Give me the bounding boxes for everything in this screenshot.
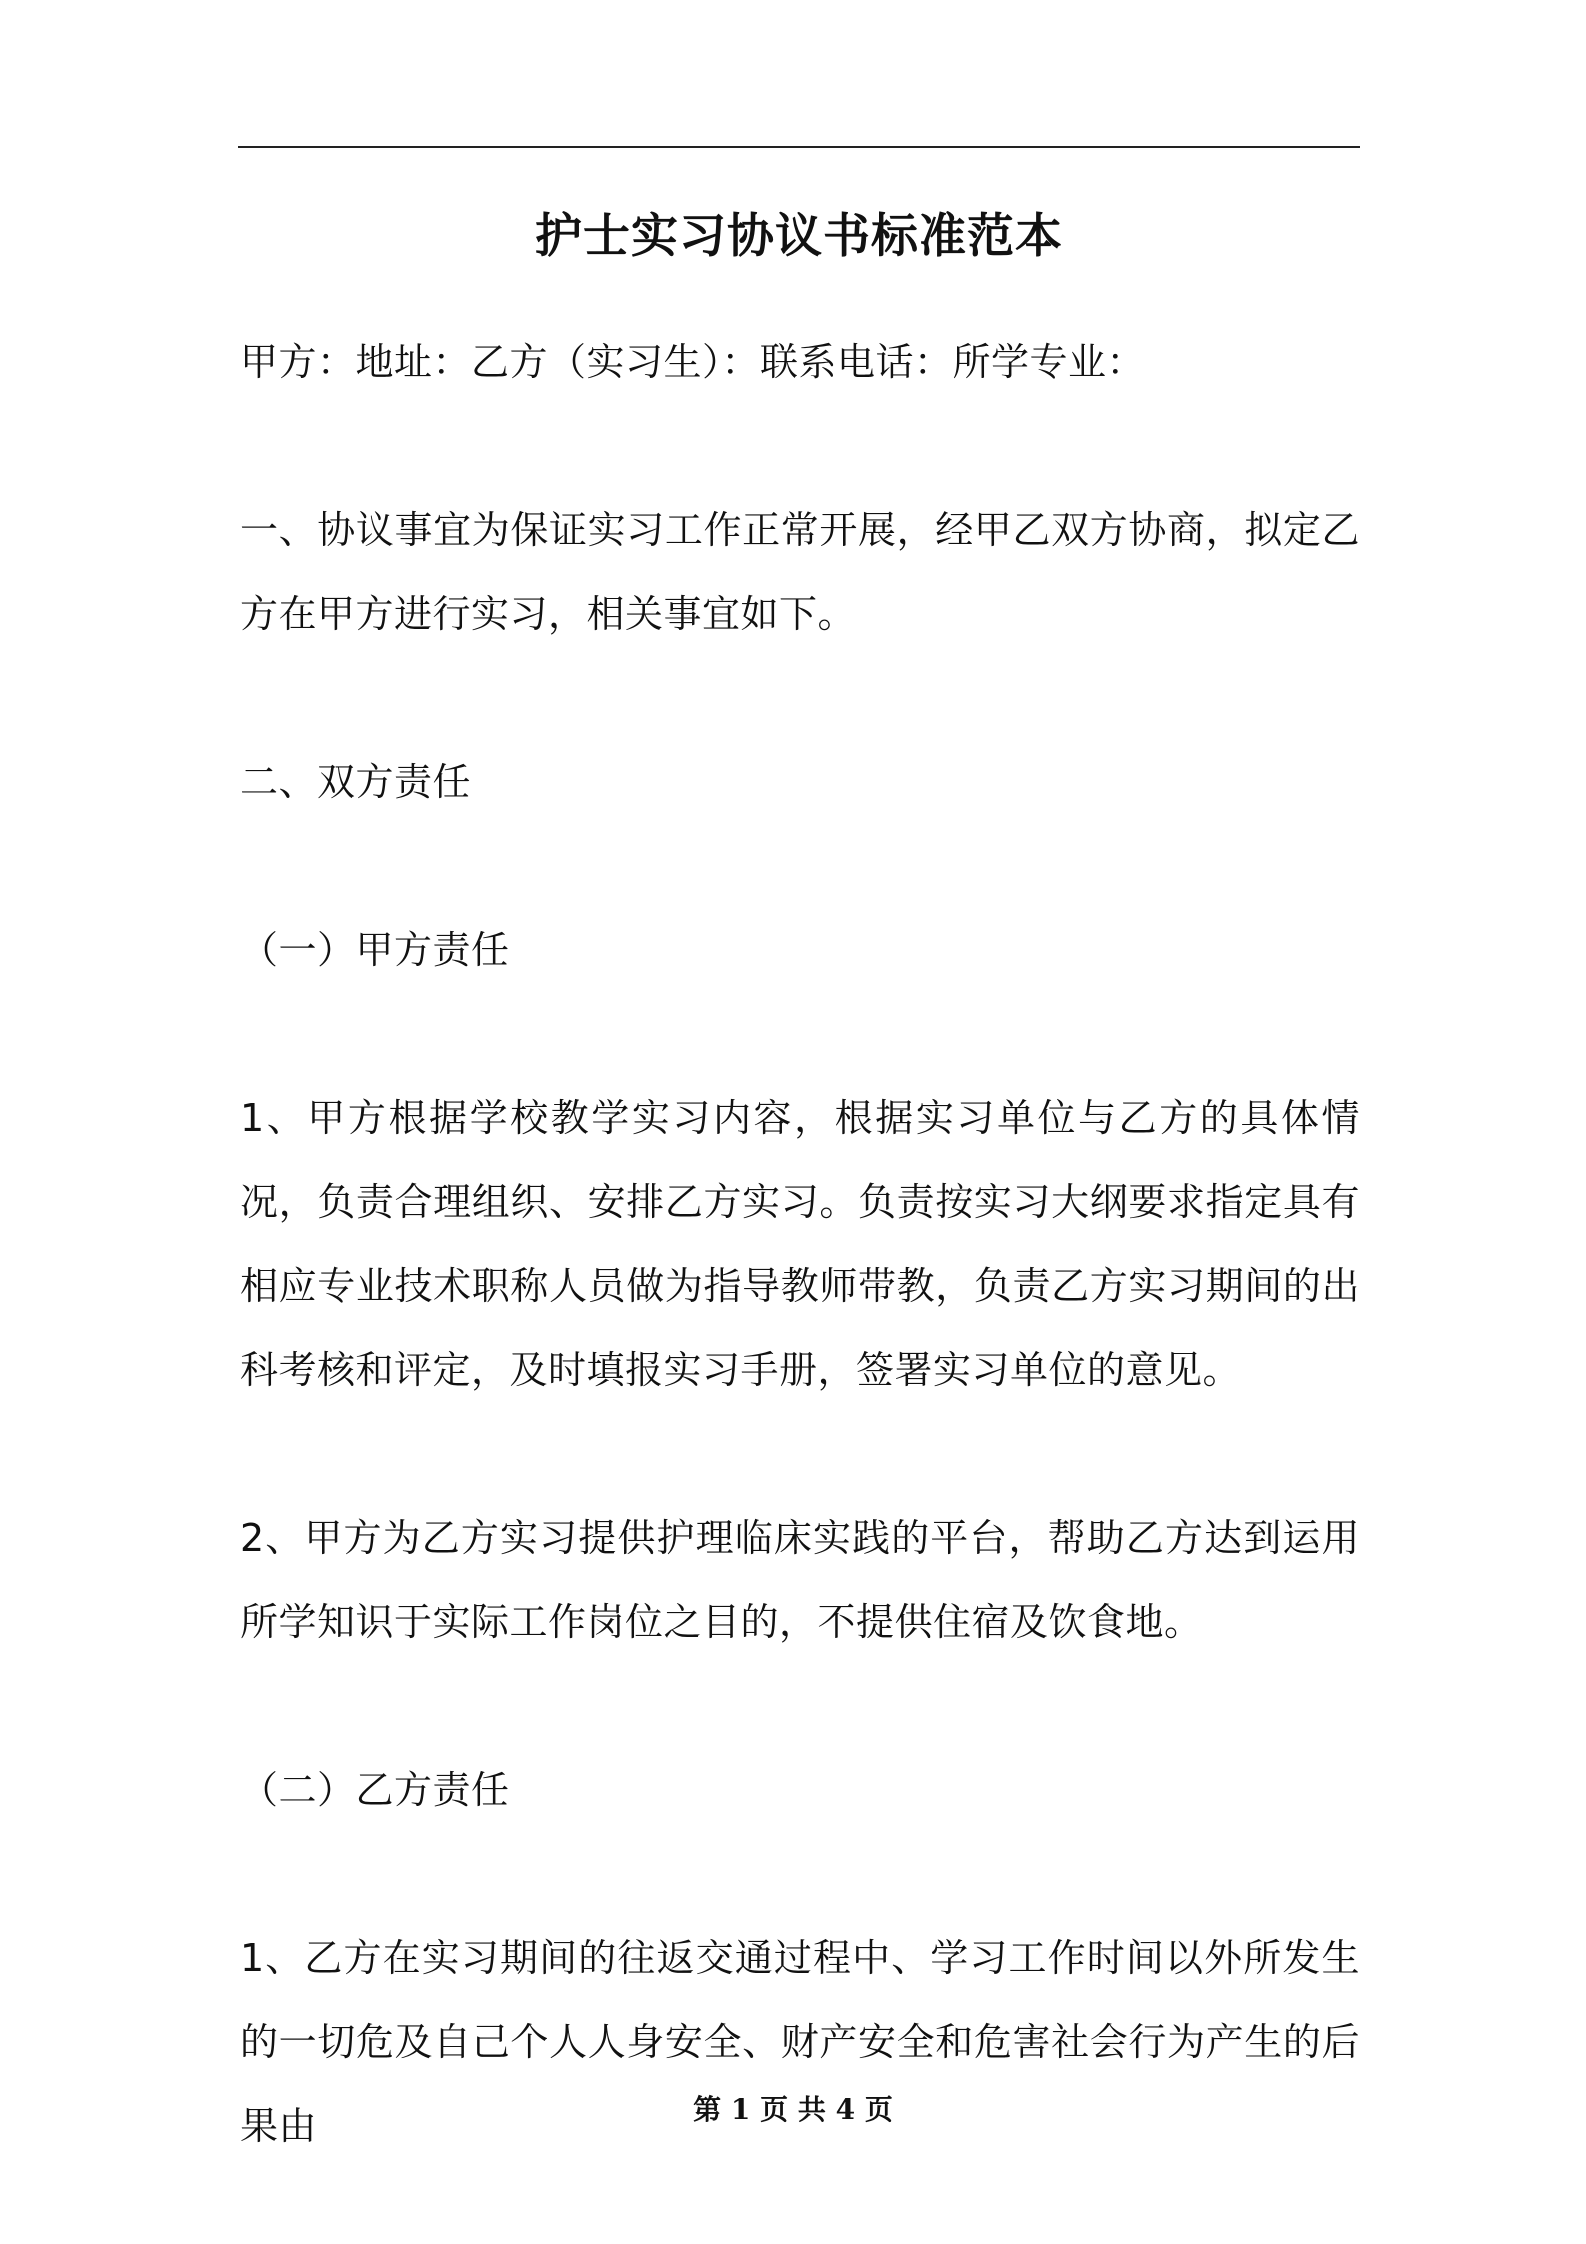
parties-line: 甲方：地址：乙方（实习生）：联系电话：所学专业： [240,340,1146,384]
party-b-item-1: 1、乙方在实习期间的往返交通过程中、学习工作时间以外所发生的一切危及自己个人人身安全、财产安全和危害社会行为产生的后果由 [240,1936,1360,2148]
document-title: 护士实习协议书标准范本 [535,209,1063,264]
party-a-item-2: 2、甲方为乙方实习提供护理临床实践的平台，帮助乙方达到运用所学知识于实际工作岗位之目的，不提供住宿及饮食地。 [240,1516,1360,1644]
section-1-paragraph: 一、协议事宜为保证实习工作正常开展，经甲乙双方协商，拟定乙方在甲方进行实习，相关事宜如下。 [240,508,1360,636]
section-2-heading: 二、双方责任 [240,760,472,804]
header-rule [238,146,1360,148]
page-number-footer: 第 1 页 共 4 页 [693,2093,893,2126]
party-b-responsibility-heading: （二）乙方责任 [240,1768,510,1812]
party-a-responsibility-heading: （一）甲方责任 [240,928,510,972]
party-a-item-1: 1、甲方根据学校教学实习内容，根据实习单位与乙方的具体情况，负责合理组织、安排乙方实习。负责按实习大纲要求指定具有相应专业技术职称人员做为指导教师带教，负责乙方实习期间的出科考核和评定，及时填报实习手册，签署实习单位的意见。 [240,1096,1360,1392]
